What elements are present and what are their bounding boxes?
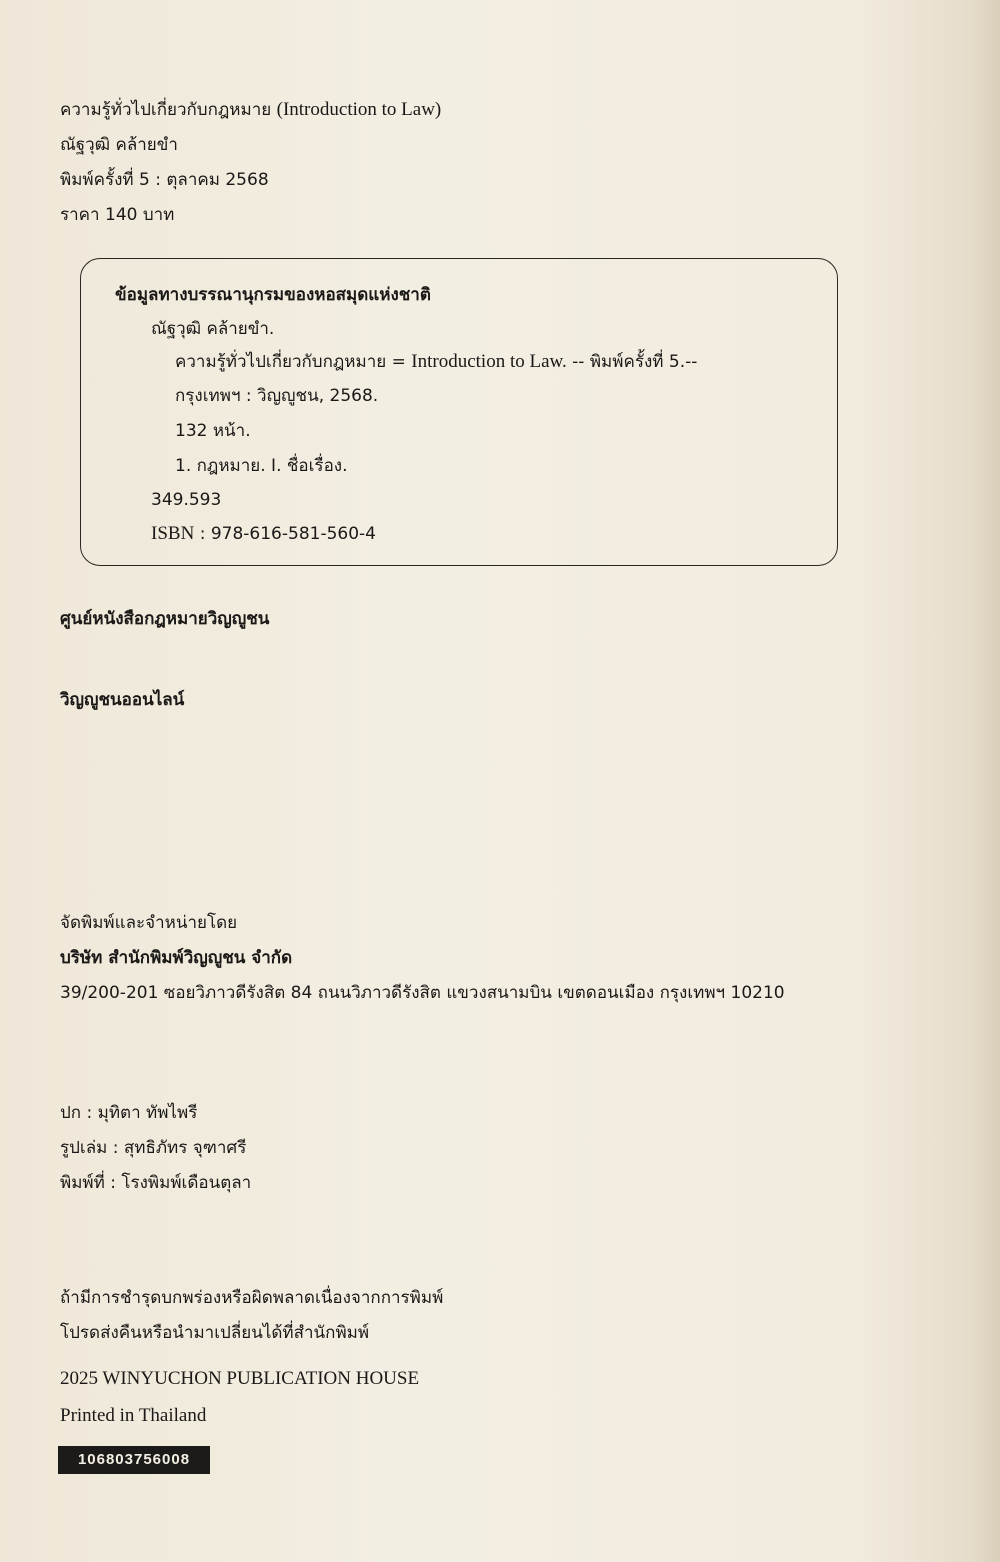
cip-classification: 349.593	[151, 490, 222, 510]
cip-title-th: ความรู้ทั่วไปเกี่ยวกับกฎหมาย =	[175, 352, 406, 372]
cip-heading: ข้อมูลทางบรรณานุกรมของหอสมุดแห่งชาติ	[115, 285, 431, 305]
publisher-address: 39/200-201 ซอยวิภาวดีรังสิต 84 ถนนวิภาวดีรังสิต แขวงสนามบิน เขตดอนเมือง กรุงเทพฯ 10210	[60, 983, 785, 1003]
bookstore-name: ศูนย์หนังสือกฎหมายวิญญูชน	[60, 609, 270, 629]
cip-isbn	[151, 522, 376, 546]
cip-box	[80, 258, 838, 566]
credit-layout: รูปเล่ม : สุทธิภัทร จุฑาศรี	[60, 1138, 247, 1158]
cip-pages: 132 หน้า.	[175, 421, 251, 441]
isbn-value: : 978-616-581-560-4	[199, 524, 376, 544]
cip-edition: -- พิมพ์ครั้งที่ 5.--	[572, 352, 698, 372]
online-store-name: วิญญูชนออนไลน์	[60, 690, 185, 710]
book-title-en: (Introduction to Law)	[276, 99, 442, 120]
cip-publisher: กรุงเทพฯ : วิญญูชน, 2568.	[175, 386, 379, 406]
isbn-label: ISBN	[151, 523, 195, 544]
barcode-number: 106803756008	[58, 1446, 210, 1474]
author-line: ณัฐวุฒิ คล้ายขำ	[60, 135, 178, 155]
book-title	[60, 98, 441, 122]
price-line: ราคา 140 บาท	[60, 205, 175, 225]
distributor-label: จัดพิมพ์และจำหน่ายโดย	[60, 913, 238, 933]
cip-title-en: Introduction to Law.	[411, 351, 567, 372]
edition-line: พิมพ์ครั้งที่ 5 : ตุลาคม 2568	[60, 170, 269, 190]
credit-cover: ปก : มุทิตา ทัพไพรี	[60, 1103, 198, 1123]
cip-title	[175, 350, 697, 374]
cip-author: ณัฐวุฒิ คล้ายขำ.	[151, 319, 275, 339]
notice-line-1: ถ้ามีการชำรุดบกพร่องหรือผิดพลาดเนื่องจากการพิมพ์	[60, 1288, 444, 1308]
book-title-th: ความรู้ทั่วไปเกี่ยวกับกฎหมาย	[60, 100, 272, 120]
notice-line-2: โปรดส่งคืนหรือนำมาเปลี่ยนได้ที่สำนักพิมพ์	[60, 1323, 370, 1343]
credit-printer: พิมพ์ที่ : โรงพิมพ์เดือนตุลา	[60, 1173, 252, 1193]
cip-subjects: 1. กฎหมาย. I. ชื่อเรื่อง.	[175, 456, 348, 476]
copyright-line: 2025 WINYUCHON PUBLICATION HOUSE	[60, 1368, 420, 1389]
printed-in-line: Printed in Thailand	[60, 1405, 207, 1426]
publisher-name: บริษัท สำนักพิมพ์วิญญูชน จำกัด	[60, 948, 293, 968]
